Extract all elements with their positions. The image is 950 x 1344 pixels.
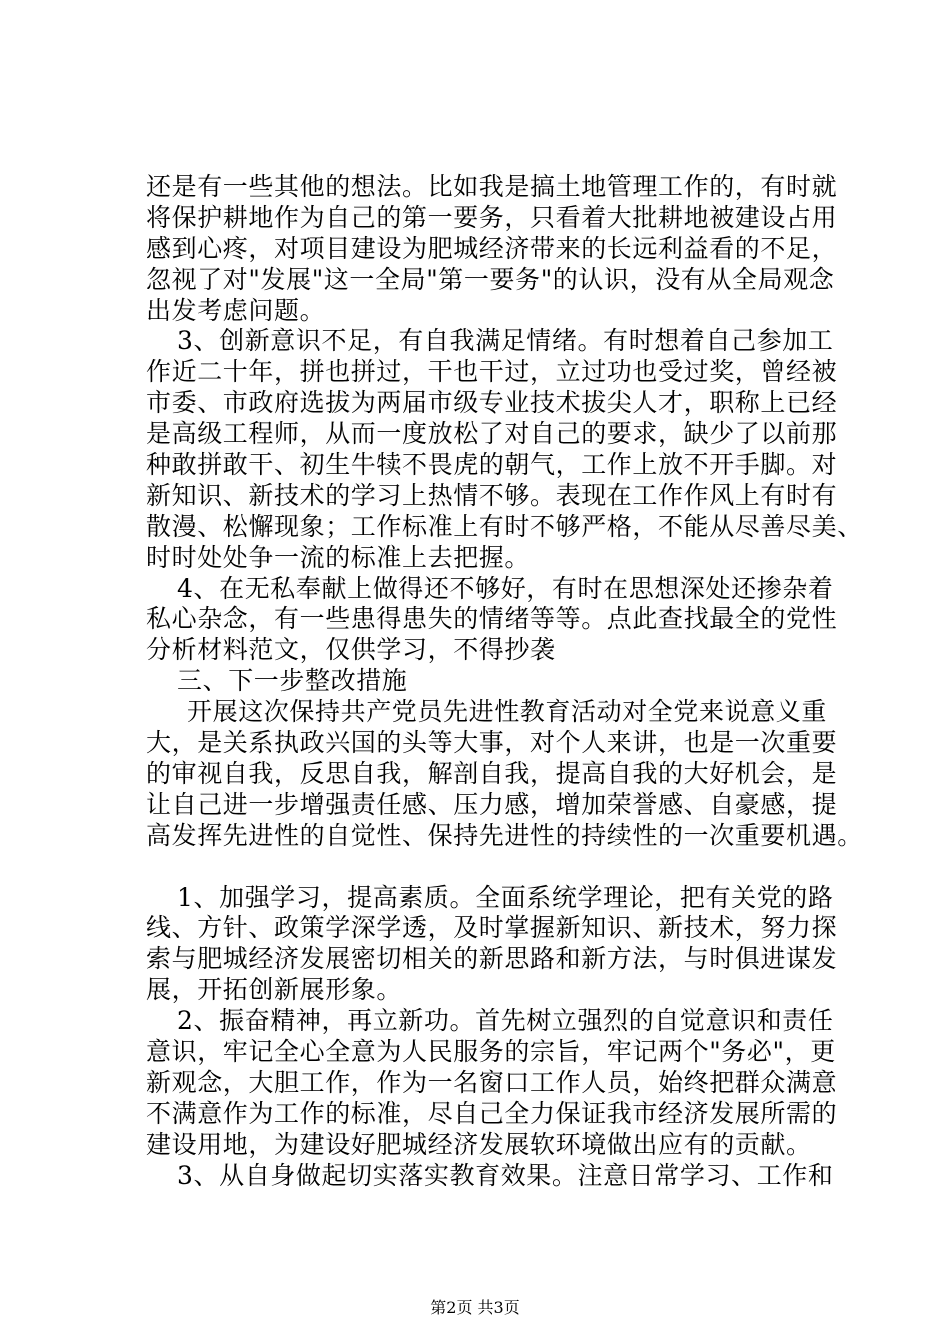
text-line: 大，是关系执政兴国的头等大事，对个人来讲，也是一次重要 (146, 728, 838, 758)
text-line: 将保护耕地作为自己的第一要务，只看着大批耕地被建设占用 (146, 202, 838, 232)
text-line: 意识，牢记全心全意为人民服务的宗旨，牢记两个"务必"，更 (146, 1037, 836, 1067)
text-line: 建设用地，为建设好肥城经济发展软环境做出应有的贡献。 (146, 1129, 812, 1159)
text-line: 新知识、新技术的学习上热情不够。表现在工作作风上有时有 (146, 480, 838, 510)
text-line: 私心杂念，有一些患得患失的情绪等等。点此查找最全的党性 (146, 604, 838, 634)
paragraph-start: 开展这次保持共产党员先进性教育活动对全党来说意义重 (187, 697, 828, 727)
text-line: 是高级工程师，从而一度放松了对自己的要求，缺少了以前那 (146, 419, 838, 449)
text-line: 还是有一些其他的想法。比如我是搞土地管理工作的，有时就 (146, 172, 838, 201)
text-line: 作近二十年，拼也拼过，干也干过，立过功也受过奖，曾经被 (146, 357, 838, 387)
paragraph-start: 4、在无私奉献上做得还不够好，有时在思想深处还掺杂着 (177, 573, 834, 603)
section-heading: 三、下一步整改措施 (177, 666, 408, 696)
text-line: 市委、市政府选拔为两届市级专业技术拔尖人才，职称上已经 (146, 388, 838, 418)
text-line: 散漫、松懈现象；工作标准上有时不够严格，不能从尽善尽美、 (146, 511, 863, 541)
text-line: 种敢拼敢干、初生牛犊不畏虎的朝气，工作上放不开手脚。对 (146, 450, 838, 480)
text-line: 线、方针、政策学深学透，及时掌握新知识、新技术，努力探 (146, 913, 838, 943)
text-line: 新观念，大胆工作，作为一名窗口工作人员，始终把群众满意 (146, 1067, 838, 1097)
paragraph-start: 3、从自身做起切实落实教育效果。注意日常学习、工作和 (177, 1160, 834, 1190)
text-line: 的审视自我，反思自我，解剖自我，提高自我的大好机会，是 (146, 758, 838, 788)
text-line: 分析材料范文，仅供学习，不得抄袭 (146, 635, 556, 665)
text-line: 忽视了对"发展"这一全局"第一要务"的认识，没有从全局观念 (146, 264, 835, 294)
text-line: 出发考虑问题。 (146, 295, 326, 325)
paragraph-start: 2、振奋精神，再立新功。首先树立强烈的自觉意识和责任 (177, 1006, 834, 1036)
page-footer: 第2页 共3页 (430, 1298, 520, 1317)
paragraph-start: 3、创新意识不足，有自我满足情绪。有时想着自己参加工 (177, 326, 834, 356)
body-text (146, 172, 863, 1192)
text-line: 时时处处争一流的标准上去把握。 (146, 542, 531, 572)
text-line: 感到心疼，对项目建设为肥城经济带来的长远利益看的不足， (146, 233, 838, 263)
text-line: 让自己进一步增强责任感、压力感，增加荣誉感、自豪感，提 (146, 789, 838, 819)
paragraph-start: 1、加强学习，提高素质。全面系统学理论，把有关党的路 (177, 882, 834, 912)
text-line: 展，开拓创新展形象。 (146, 975, 403, 1005)
text-line: 高发挥先进性的自觉性、保持先进性的持续性的一次重要机遇。 (146, 820, 863, 850)
blank-line (146, 852, 836, 883)
text-line: 索与肥城经济发展密切相关的新思路和新方法，与时俱进谋发 (146, 944, 838, 974)
text-line: 不满意作为工作的标准，尽自己全力保证我市经济发展所需的 (146, 1098, 838, 1128)
